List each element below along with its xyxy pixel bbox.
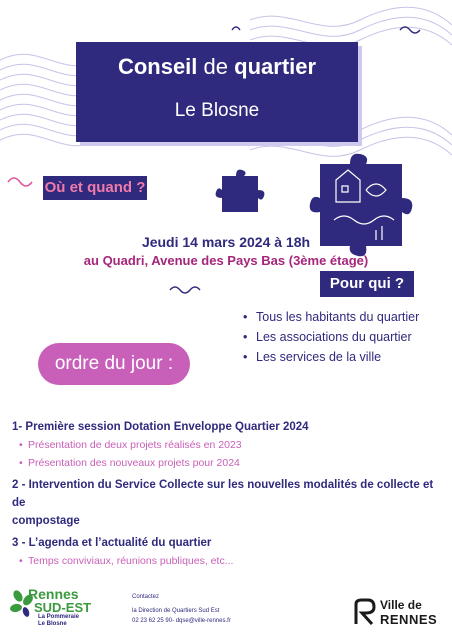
agenda-item-2: 2 - Intervention du Service Collecte sur les nouvelles modalités de collecte et de xyxy=(12,479,434,509)
contact-title: Contactez xyxy=(132,594,160,600)
ville-de-rennes-logo-icon xyxy=(352,598,376,626)
title-banner xyxy=(76,42,358,142)
for-whom-tag: Pour qui ? xyxy=(320,271,414,297)
event-date: Jeudi 14 mars 2024 à 18h xyxy=(141,234,311,250)
agenda-item-2-cont: compostage xyxy=(12,515,80,527)
agenda-subitem: • Présentation des nouveaux projets pour 2024 xyxy=(12,454,442,472)
logo-rennes-text: Rennes xyxy=(28,586,79,602)
agenda-item-3: 3 - L’agenda et l’actualité du quartier xyxy=(12,537,212,549)
agenda-subitem: • Temps conviviaux, réunions publiques, etc... xyxy=(12,552,442,570)
page-title: Conseil de quartier xyxy=(117,54,317,79)
logo-subline-2: Le Blosne xyxy=(38,621,67,627)
contact-department: la Direction de Quartiers Sud Est xyxy=(132,608,220,614)
small-puzzle-icon xyxy=(214,168,266,220)
agenda-item-1: 1- Première session Dotation Enveloppe Quartier 2024 xyxy=(12,421,309,433)
agenda-subitem: • Présentation de deux projets réalisés en 2023 xyxy=(12,436,442,454)
list-item: • Tous les habitants du quartier xyxy=(243,307,419,327)
list-item: • Les associations du quartier xyxy=(243,327,419,347)
agenda-list xyxy=(12,418,442,570)
rennes-text: RENNES xyxy=(380,612,438,627)
contact-info xyxy=(132,592,231,626)
ville-de-text: Ville de xyxy=(380,598,422,612)
contact-details: 02 23 62 25 90- dqse@ville-rennes.fr xyxy=(132,618,231,624)
where-when-tag: Où et quand ? xyxy=(43,176,147,200)
logo-subline-1: La Pommeraie xyxy=(38,614,80,620)
event-place: au Quadri, Avenue des Pays Bas (3ème étage) xyxy=(83,253,369,268)
page-subtitle: Le Blosne xyxy=(174,100,260,121)
audience-list xyxy=(243,307,419,367)
list-item: • Les services de la ville xyxy=(243,347,419,367)
agenda-heading: ordre du jour : xyxy=(38,343,190,385)
logo-sudest-text: SUD-EST xyxy=(34,600,92,615)
